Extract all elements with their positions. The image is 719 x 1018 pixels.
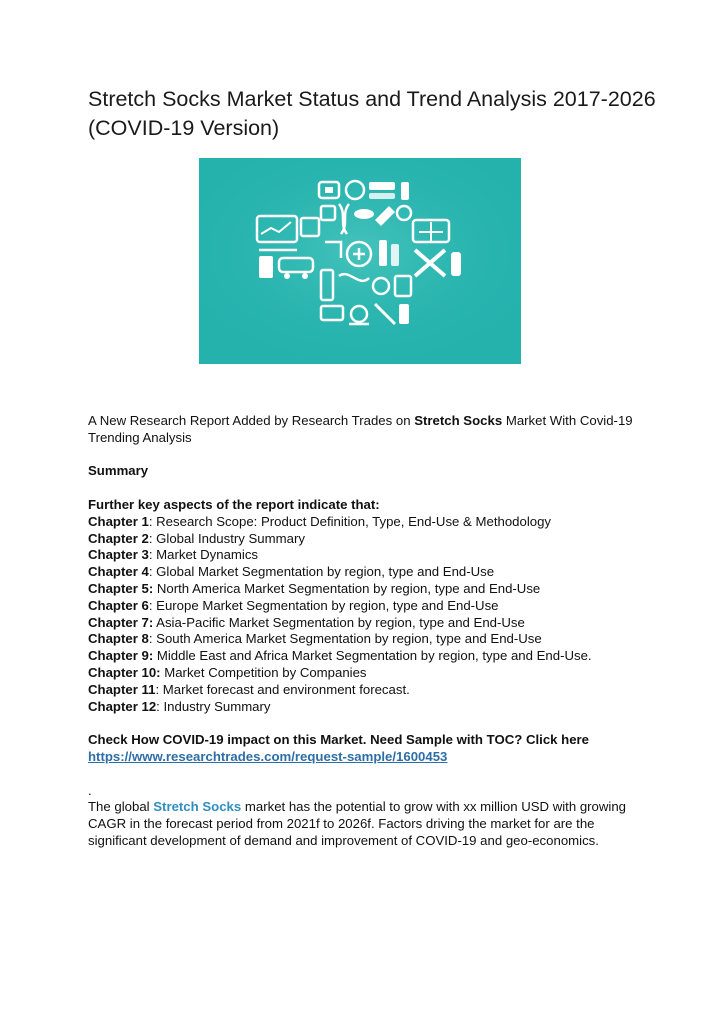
- sample-request-link[interactable]: https://www.researchtrades.com/request-sample/1600453: [88, 748, 448, 764]
- hero-image: [199, 158, 521, 364]
- report-body: [88, 413, 648, 850]
- intro-suffix: Market With Covid-19 Trending Analysis: [88, 413, 633, 445]
- chapter-item: Chapter 5: North America Market Segmentation by region, type and End-Use: [88, 580, 541, 596]
- chapter-item: Chapter 10: Market Competition by Companies: [88, 664, 367, 680]
- chapter-item: Chapter 11: Market forecast and environment forecast.: [88, 681, 410, 697]
- intro-paragraph: [88, 413, 648, 447]
- chapter-item: Chapter 7: Asia-Pacific Market Segmentation by region, type and End-Use: [88, 614, 525, 630]
- chapter-item: Chapter 9: Middle East and Africa Market Segmentation by region, type and End-Use.: [88, 648, 592, 664]
- medical-icons-illustration: [199, 158, 521, 364]
- intro-keyword: Stretch Socks: [414, 413, 503, 428]
- chapter-item: Chapter 2: Global Industry Summary: [88, 530, 305, 546]
- closing-suffix: market has the potential to grow with xx million USD with growing CAGR in the forecast period from 2021f to 2026f. Factors driving the market for are the significant development of demand and improvement of COVID-19 and geo-economics.: [88, 799, 627, 848]
- chapter-item: Chapter 3: Market Dynamics: [88, 547, 259, 563]
- aspects-heading: Further key aspects of the report indicate that:: [88, 496, 380, 512]
- chapter-item: Chapter 1: Research Scope: Product Definition, Type, End-Use & Methodology: [88, 513, 552, 529]
- closing-paragraph: [88, 799, 648, 849]
- chapter-item: Chapter 8: South America Market Segmentation by region, type and End-Use: [88, 631, 542, 647]
- separator-dot: .: [88, 782, 92, 798]
- closing-keyword-link[interactable]: Stretch Socks: [153, 799, 242, 815]
- chapter-item: Chapter 6: Europe Market Segmentation by region, type and End-Use: [88, 597, 499, 613]
- summary-heading: Summary: [88, 463, 149, 479]
- cta-paragraph: [88, 732, 648, 766]
- cta-text: Check How COVID-19 impact on this Market. Need Sample with TOC? Click here: [88, 732, 590, 748]
- intro-prefix: A New Research Report Added by Research Trades on: [88, 413, 415, 428]
- chapter-item: Chapter 4: Global Market Segmentation by region, type and End-Use: [88, 564, 495, 580]
- closing-prefix: The global: [88, 799, 154, 815]
- document-title: Stretch Socks Market Status and Trend Analysis 2017-2026 (COVID-19 Version): [88, 87, 656, 140]
- chapter-item: Chapter 12: Industry Summary: [88, 698, 271, 714]
